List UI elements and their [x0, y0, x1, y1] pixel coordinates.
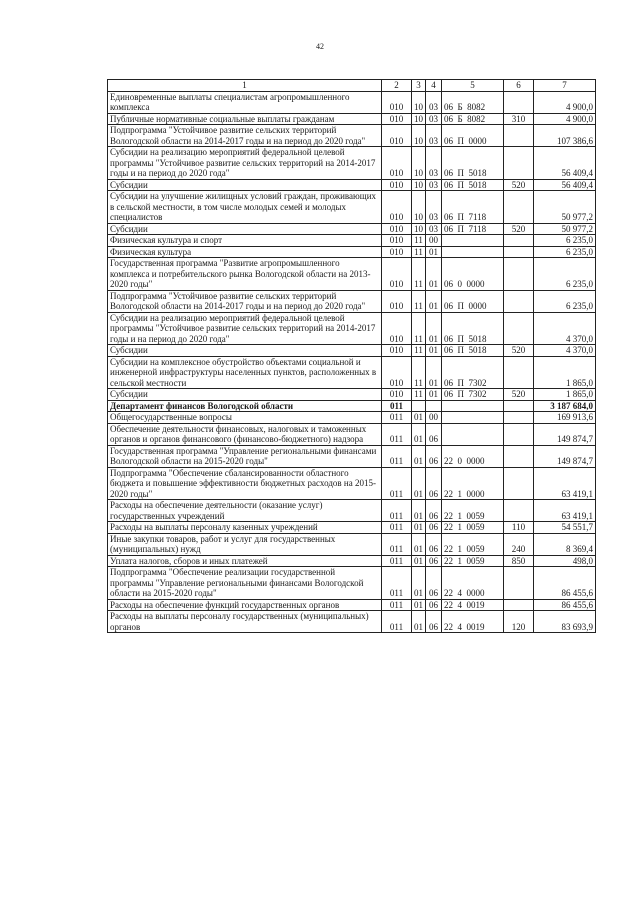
expense-type-cell — [504, 567, 534, 600]
table-row — [108, 533, 596, 555]
section-code-cell: 01 — [412, 467, 426, 500]
expense-type-cell: 520 — [504, 223, 534, 235]
target-article-cell: 06 П 0000 — [442, 290, 504, 312]
budget-table — [107, 79, 596, 633]
section-code-cell: 01 — [412, 555, 426, 567]
expense-type-cell: 520 — [504, 345, 534, 357]
section-code-cell: 01 — [412, 423, 426, 445]
row-name-cell: Государственная программа "Управление региональными финансами Вологодской области на 2015-2020 годы" — [108, 445, 382, 467]
subsection-code-cell: 03 — [426, 179, 442, 191]
target-article-cell — [442, 412, 504, 424]
ministry-code-cell: 011 — [382, 467, 412, 500]
subsection-code-cell — [426, 400, 442, 412]
row-name-cell: Подпрограмма "Устойчивое развитие сельских территорий Вологодской области на 2014-2017 годы и на период до 2020 года" — [108, 290, 382, 312]
section-code-cell: 10 — [412, 191, 426, 224]
subsection-code-cell: 01 — [426, 258, 442, 291]
row-name-cell: Субсидии — [108, 179, 382, 191]
subsection-code-cell: 00 — [426, 235, 442, 247]
ministry-code-cell: 010 — [382, 345, 412, 357]
ministry-code-cell: 011 — [382, 555, 412, 567]
subsection-code-cell: 06 — [426, 611, 442, 633]
row-name-cell: Расходы на выплаты персоналу казенных учреждений — [108, 522, 382, 534]
section-code-cell: 11 — [412, 235, 426, 247]
ministry-code-cell: 010 — [382, 389, 412, 401]
amount-cell: 6 235,0 — [534, 290, 596, 312]
amount-cell: 83 693,9 — [534, 611, 596, 633]
table-row — [108, 400, 596, 412]
table-row — [108, 191, 596, 224]
amount-cell: 86 455,6 — [534, 567, 596, 600]
section-code-cell: 01 — [412, 445, 426, 467]
ministry-code-cell: 011 — [382, 400, 412, 412]
subsection-code-cell: 06 — [426, 555, 442, 567]
table-row — [108, 467, 596, 500]
ministry-code-cell: 011 — [382, 522, 412, 534]
ministry-code-cell: 010 — [382, 179, 412, 191]
column-header: 4 — [426, 80, 442, 92]
amount-cell: 149 874,7 — [534, 423, 596, 445]
row-name-cell: Уплата налогов, сборов и иных платежей — [108, 555, 382, 567]
ministry-code-cell: 011 — [382, 412, 412, 424]
ministry-code-cell: 010 — [382, 223, 412, 235]
subsection-code-cell: 01 — [426, 345, 442, 357]
subsection-code-cell: 03 — [426, 223, 442, 235]
column-header: 3 — [412, 80, 426, 92]
subsection-code-cell: 01 — [426, 312, 442, 345]
row-name-cell: Расходы на обеспечение функций государственных органов — [108, 599, 382, 611]
ministry-code-cell: 011 — [382, 423, 412, 445]
target-article-cell: 06 П 5018 — [442, 345, 504, 357]
section-code-cell: 11 — [412, 356, 426, 389]
subsection-code-cell: 03 — [426, 113, 442, 125]
table-row — [108, 567, 596, 600]
row-name-cell: Субсидии на комплексное обустройство объектами социальной и инженерной инфраструктуры населенных пунктов, расположенных в сельской местности — [108, 356, 382, 389]
ministry-code-cell: 010 — [382, 258, 412, 291]
target-article-cell: 06 П 7118 — [442, 191, 504, 224]
expense-type-cell: 120 — [504, 611, 534, 633]
target-article-cell: 06 П 0000 — [442, 125, 504, 147]
amount-cell: 50 977,2 — [534, 223, 596, 235]
expense-type-cell — [504, 246, 534, 258]
subsection-code-cell: 06 — [426, 445, 442, 467]
amount-cell: 8 369,4 — [534, 533, 596, 555]
section-code-cell: 01 — [412, 599, 426, 611]
row-name-cell: Иные закупки товаров, работ и услуг для государственных (муниципальных) нужд — [108, 533, 382, 555]
target-article-cell: 06 П 7302 — [442, 389, 504, 401]
ministry-code-cell: 010 — [382, 356, 412, 389]
target-article-cell: 22 4 0019 — [442, 599, 504, 611]
row-name-cell: Публичные нормативные социальные выплаты гражданам — [108, 113, 382, 125]
subsection-code-cell: 01 — [426, 246, 442, 258]
section-code-cell: 11 — [412, 246, 426, 258]
target-article-cell: 22 1 0059 — [442, 500, 504, 522]
row-name-cell: Расходы на выплаты персоналу государственных (муниципальных) органов — [108, 611, 382, 633]
table-row — [108, 91, 596, 113]
expense-type-cell — [504, 91, 534, 113]
expense-type-cell: 520 — [504, 389, 534, 401]
ministry-code-cell: 010 — [382, 246, 412, 258]
table-row — [108, 412, 596, 424]
ministry-code-cell: 011 — [382, 445, 412, 467]
target-article-cell: 06 П 7302 — [442, 356, 504, 389]
subsection-code-cell: 06 — [426, 522, 442, 534]
subsection-code-cell: 03 — [426, 147, 442, 180]
amount-cell: 54 551,7 — [534, 522, 596, 534]
section-code-cell: 10 — [412, 113, 426, 125]
target-article-cell — [442, 400, 504, 412]
table-row — [108, 235, 596, 247]
subsection-code-cell: 03 — [426, 91, 442, 113]
table-row — [108, 312, 596, 345]
expense-type-cell — [504, 258, 534, 291]
section-code-cell: 11 — [412, 389, 426, 401]
amount-cell: 149 874,7 — [534, 445, 596, 467]
section-code-cell: 10 — [412, 147, 426, 180]
target-article-cell: 06 Б 8082 — [442, 91, 504, 113]
expense-type-cell — [504, 412, 534, 424]
target-article-cell — [442, 235, 504, 247]
ministry-code-cell: 011 — [382, 533, 412, 555]
target-article-cell: 22 1 0059 — [442, 533, 504, 555]
target-article-cell: 22 1 0000 — [442, 467, 504, 500]
row-name-cell: Подпрограмма "Обеспечение сбалансированности областного бюджета и повышение эффективности бюджетных расходов на 2015-2020 годы" — [108, 467, 382, 500]
row-name-cell: Обеспечение деятельности финансовых, налоговых и таможенных органов и органов финансового (финансово-бюджетного) надзора — [108, 423, 382, 445]
amount-cell: 169 913,6 — [534, 412, 596, 424]
expense-type-cell: 240 — [504, 533, 534, 555]
amount-cell: 6 235,0 — [534, 246, 596, 258]
row-name-cell: Физическая культура — [108, 246, 382, 258]
row-name-cell: Расходы на обеспечение деятельности (оказание услуг) государственных учреждений — [108, 500, 382, 522]
table-row — [108, 258, 596, 291]
expense-type-cell — [504, 290, 534, 312]
subsection-code-cell: 06 — [426, 500, 442, 522]
table-row — [108, 445, 596, 467]
table-row — [108, 125, 596, 147]
amount-cell: 6 235,0 — [534, 258, 596, 291]
section-code-cell: 10 — [412, 125, 426, 147]
expense-type-cell — [504, 191, 534, 224]
target-article-cell: 06 0 0000 — [442, 258, 504, 291]
expense-type-cell — [504, 312, 534, 345]
amount-cell: 56 409,4 — [534, 147, 596, 180]
subsection-code-cell: 01 — [426, 356, 442, 389]
row-name-cell: Субсидии на улучшение жилищных условий граждан, проживающих в сельской местности, в том числе молодых семей и молодых специалистов — [108, 191, 382, 224]
section-code-cell: 10 — [412, 223, 426, 235]
target-article-cell: 06 П 5018 — [442, 312, 504, 345]
subsection-code-cell: 06 — [426, 467, 442, 500]
section-code-cell: 11 — [412, 290, 426, 312]
ministry-code-cell: 011 — [382, 500, 412, 522]
expense-type-cell — [504, 235, 534, 247]
table-row — [108, 147, 596, 180]
section-code-cell: 01 — [412, 611, 426, 633]
amount-cell: 1 865,0 — [534, 389, 596, 401]
table-row — [108, 345, 596, 357]
ministry-code-cell: 010 — [382, 147, 412, 180]
target-article-cell: 06 Б 8082 — [442, 113, 504, 125]
row-name-cell: Субсидии на реализацию мероприятий федеральной целевой программы "Устойчивое развитие сельских территорий на 2014-2017 годы и на период до 2020 года" — [108, 147, 382, 180]
subsection-code-cell: 06 — [426, 567, 442, 600]
target-article-cell: 06 П 5018 — [442, 147, 504, 180]
table-body — [108, 91, 596, 633]
amount-cell: 107 386,6 — [534, 125, 596, 147]
ministry-code-cell: 011 — [382, 567, 412, 600]
subsection-code-cell: 01 — [426, 290, 442, 312]
row-name-cell: Субсидии — [108, 223, 382, 235]
subsection-code-cell: 03 — [426, 191, 442, 224]
expense-type-cell — [504, 356, 534, 389]
table-row — [108, 389, 596, 401]
amount-cell: 6 235,0 — [534, 235, 596, 247]
expense-type-cell — [504, 467, 534, 500]
amount-cell: 4 900,0 — [534, 113, 596, 125]
expense-type-cell — [504, 445, 534, 467]
expense-type-cell: 110 — [504, 522, 534, 534]
ministry-code-cell: 010 — [382, 235, 412, 247]
row-name-cell: Субсидии на реализацию мероприятий федеральной целевой программы "Устойчивое развитие сельских территорий на 2014-2017 годы и на период до 2020 года" — [108, 312, 382, 345]
section-code-cell: 01 — [412, 567, 426, 600]
ministry-code-cell: 010 — [382, 113, 412, 125]
ministry-code-cell: 010 — [382, 125, 412, 147]
column-header: 7 — [534, 80, 596, 92]
subsection-code-cell: 00 — [426, 412, 442, 424]
column-header: 1 — [108, 80, 382, 92]
table-row — [108, 113, 596, 125]
ministry-code-cell: 011 — [382, 611, 412, 633]
row-name-cell: Субсидии — [108, 345, 382, 357]
table-row — [108, 290, 596, 312]
subsection-code-cell: 01 — [426, 389, 442, 401]
target-article-cell — [442, 423, 504, 445]
expense-type-cell — [504, 147, 534, 180]
expense-type-cell — [504, 400, 534, 412]
column-header: 5 — [442, 80, 504, 92]
row-name-cell: Подпрограмма "Устойчивое развитие сельских территорий Вологодской области на 2014-2017 годы и на период до 2020 года" — [108, 125, 382, 147]
amount-cell: 498,0 — [534, 555, 596, 567]
target-article-cell: 06 П 5018 — [442, 179, 504, 191]
table-row — [108, 555, 596, 567]
amount-cell: 3 187 684,0 — [534, 400, 596, 412]
ministry-code-cell: 010 — [382, 91, 412, 113]
table-row — [108, 356, 596, 389]
column-header: 2 — [382, 80, 412, 92]
table-row — [108, 246, 596, 258]
amount-cell: 86 455,6 — [534, 599, 596, 611]
section-code-cell: 11 — [412, 312, 426, 345]
expense-type-cell — [504, 423, 534, 445]
section-code-cell: 10 — [412, 179, 426, 191]
target-article-cell: 22 4 0019 — [442, 611, 504, 633]
row-name-cell: Подпрограмма "Обеспечение реализации государственной программы "Управление региональными финансами Вологодской области на 2015-2020 годы" — [108, 567, 382, 600]
target-article-cell: 22 0 0000 — [442, 445, 504, 467]
table-row — [108, 500, 596, 522]
amount-cell: 63 419,1 — [534, 467, 596, 500]
ministry-code-cell: 010 — [382, 290, 412, 312]
amount-cell: 4 900,0 — [534, 91, 596, 113]
amount-cell: 4 370,0 — [534, 312, 596, 345]
section-code-cell — [412, 400, 426, 412]
ministry-code-cell: 010 — [382, 191, 412, 224]
expense-type-cell — [504, 125, 534, 147]
expense-type-cell: 850 — [504, 555, 534, 567]
table-header-row — [108, 80, 596, 92]
row-name-cell: Единовременные выплаты специалистам агропромышленного комплекса — [108, 91, 382, 113]
target-article-cell: 22 1 0059 — [442, 522, 504, 534]
amount-cell: 1 865,0 — [534, 356, 596, 389]
expense-type-cell — [504, 500, 534, 522]
table-row — [108, 599, 596, 611]
target-article-cell: 06 П 7118 — [442, 223, 504, 235]
ministry-code-cell: 011 — [382, 599, 412, 611]
table-row — [108, 179, 596, 191]
target-article-cell: 22 1 0059 — [442, 555, 504, 567]
target-article-cell: 22 4 0000 — [442, 567, 504, 600]
subsection-code-cell: 03 — [426, 125, 442, 147]
section-code-cell: 11 — [412, 345, 426, 357]
column-header: 6 — [504, 80, 534, 92]
amount-cell: 63 419,1 — [534, 500, 596, 522]
section-code-cell: 01 — [412, 533, 426, 555]
ministry-code-cell: 010 — [382, 312, 412, 345]
row-name-cell: Государственная программа "Развитие агропромышленного комплекса и потребительского рынка Вологодской области на 2013-2020 годы" — [108, 258, 382, 291]
row-name-cell: Субсидии — [108, 389, 382, 401]
subsection-code-cell: 06 — [426, 599, 442, 611]
section-code-cell: 01 — [412, 412, 426, 424]
row-name-cell: Физическая культура и спорт — [108, 235, 382, 247]
table-row — [108, 611, 596, 633]
amount-cell: 50 977,2 — [534, 191, 596, 224]
expense-type-cell: 310 — [504, 113, 534, 125]
page-number: 42 — [316, 42, 324, 51]
target-article-cell — [442, 246, 504, 258]
amount-cell: 4 370,0 — [534, 345, 596, 357]
subsection-code-cell: 06 — [426, 423, 442, 445]
amount-cell: 56 409,4 — [534, 179, 596, 191]
row-name-cell: Общегосударственные вопросы — [108, 412, 382, 424]
section-code-cell: 01 — [412, 522, 426, 534]
section-code-cell: 10 — [412, 91, 426, 113]
section-code-cell: 01 — [412, 500, 426, 522]
subsection-code-cell: 06 — [426, 533, 442, 555]
expense-type-cell: 520 — [504, 179, 534, 191]
row-name-cell: Департамент финансов Вологодской области — [108, 400, 382, 412]
table-row — [108, 423, 596, 445]
table-row — [108, 522, 596, 534]
section-code-cell: 11 — [412, 258, 426, 291]
expense-type-cell — [504, 599, 534, 611]
table-row — [108, 223, 596, 235]
